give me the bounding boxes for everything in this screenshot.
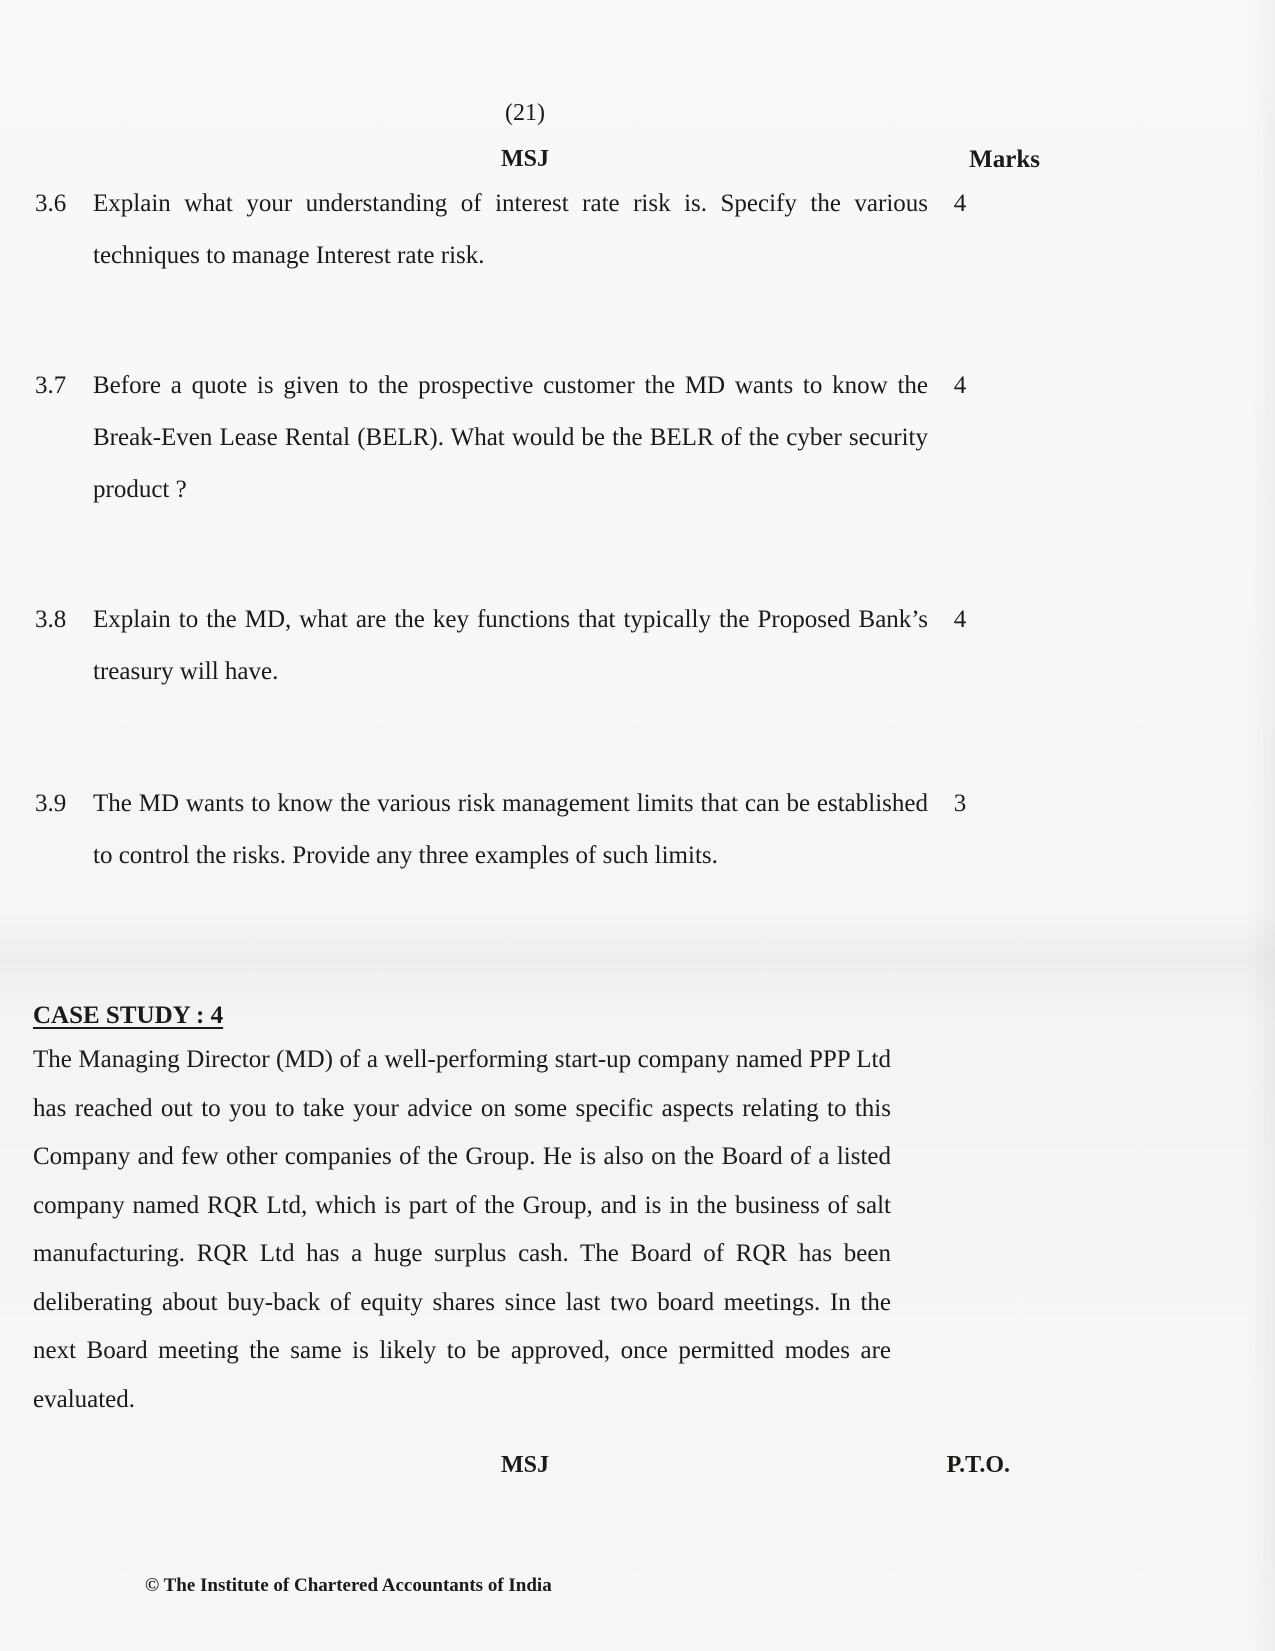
case-study-heading: CASE STUDY : 4 [33,1002,224,1029]
question-marks: 3 [953,790,967,817]
question-marks: 4 [953,372,967,399]
page-number: (21) [505,100,545,126]
paper-code-top: MSJ [501,146,549,172]
question-marks: 4 [953,190,967,217]
question-number: 3.8 [35,606,67,633]
pto-label: P.T.O. [946,1452,1010,1478]
question-text: The MD wants to know the various risk management limits that can be established to control the risks. Provide any three examples of such limits. [93,790,928,869]
question-text: Explain to the MD, what are the key functions that typically the Proposed Bank’s treasury will have. [93,606,928,685]
marks-column-header: Marks [969,146,1040,173]
case-study-body: The Managing Director (MD) of a well-performing start-up company named PPP Ltd has reached out to you to take your advice on some specific aspects relating to this Company and few other companies of the Group. He is also on the Board of a listed company named RQR Ltd, which is part of the Group, and is in the business of salt manufacturing. RQR Ltd has a huge surplus cash. The Board of RQR has been deliberating about buy-back of equity shares since last two board meetings. In the next Board meeting the same is likely to be approved, once permitted modes are evaluated. [33,1046,891,1413]
page-edge-shadow [1247,0,1275,1651]
paper-code-bottom: MSJ [501,1452,549,1478]
question-number: 3.7 [35,372,67,399]
copyright-footer: © The Institute of Chartered Accountants of India [145,1575,552,1596]
question-number: 3.6 [35,190,67,217]
question-text: Before a quote is given to the prospective customer the MD wants to know the Break-Even Lease Rental (BELR). What would be the BELR of the cyber security product ? [93,372,928,503]
question-marks: 4 [953,606,967,633]
question-number: 3.9 [35,790,67,817]
question-text: Explain what your understanding of interest rate risk is. Specify the various techniques to manage Interest rate risk. [93,190,928,269]
